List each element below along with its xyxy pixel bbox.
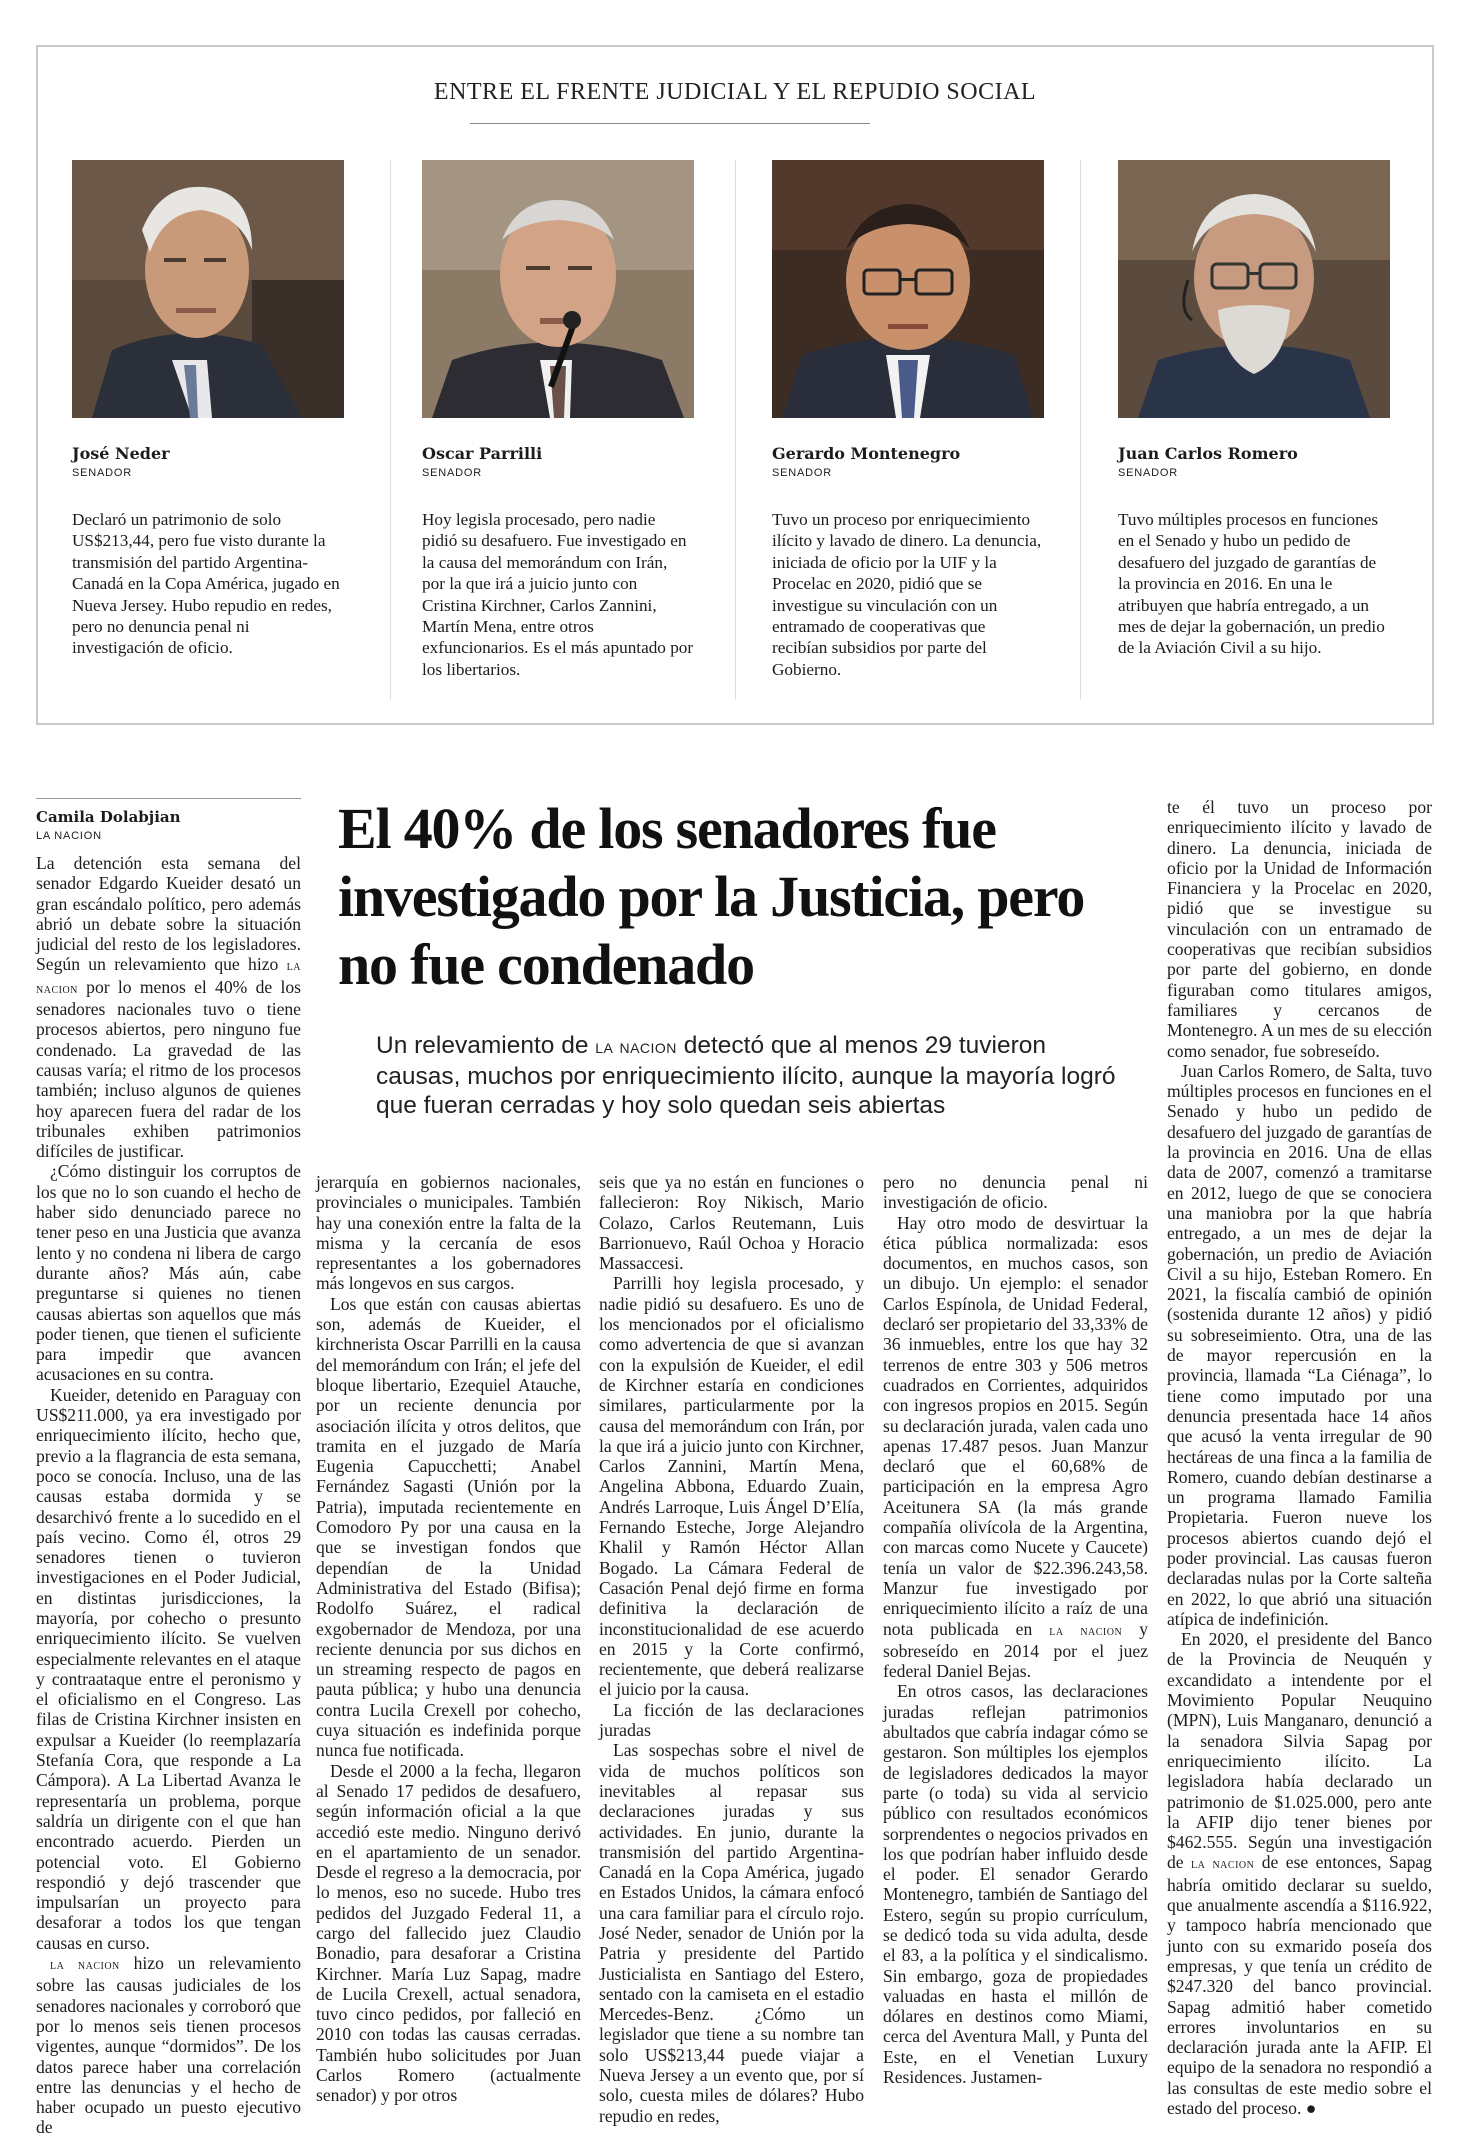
photo-oscar-parrilli — [422, 160, 694, 418]
deck-text-a: Un relevamiento de — [376, 1032, 596, 1059]
byline-outlet: LA NACION — [36, 830, 102, 842]
paragraph: la nacion hizo un relevamiento sobre las causas judiciales de los senadores nacionales y corroboró que por lo menos seis tienen procesos vigentes, aunque “dormidos”. De los datos parece haber una correlación entre las denuncias y el hecho de haber ocupado un puesto ejecutivo de — [36, 1953, 301, 2138]
subheading: La ficción de las declaraciones juradas — [599, 1699, 864, 1741]
profile-name: José Neder — [72, 444, 170, 463]
paragraph: seis que ya no están en funciones o fallecieron: Roy Nikisch, Mario Colazo, Carlos Reutemann, Luis Barrionuevo, Raúl Ochoa y Horacio Massaccesi. — [599, 1172, 864, 1274]
profile-name: Gerardo Montenegro — [772, 444, 961, 463]
article-column-5 — [1167, 797, 1432, 2118]
column-divider — [1080, 160, 1081, 700]
paragraph: La detención esta semana del senador Edgardo Kueider desató un gran escándalo político, pero además abrió un debate sobre la situación judicial del resto de los legisladores. Según un relevamiento que hizo la nacion por lo menos el 40% de los senadores nacionales tuvo o tiene procesos abiertos, pero ninguno fue condenado. La gravedad de las causas varía; el ritmo de los procesos también; incluso algunos de quienes hoy aparecen fuera del radar de los tribunales exhiben patrimonios difíciles de justificar. — [36, 853, 301, 1162]
deck-text-b: detectó que al menos 29 tuvieron causas, muchos por enriquecimiento ilícito, aunque la mayoría logró que fueran cerradas y hoy solo quedan seis abiertas — [376, 1032, 1116, 1119]
photo-gerardo-montenegro — [772, 160, 1044, 418]
profile-description: Tuvo múltiples procesos en funciones en el Senado y hubo un pedido de desafuero del juzgado de garantías de la provincia en 2016. En una le atribuyen que habría entregado, a un mes de dejar la gobernación, un predio de la Aviación Civil a su hijo. — [1118, 510, 1385, 658]
photo-jose-neder — [72, 160, 344, 418]
outlet-mention: la nacion — [1049, 1622, 1123, 1639]
profile-oscar-parrilli — [422, 160, 694, 680]
profile-role: SENADOR — [72, 467, 132, 479]
outlet-mention: la nacion — [1191, 1856, 1255, 1873]
profile-name: Oscar Parrilli — [422, 444, 543, 463]
deck — [376, 1031, 1116, 1120]
deck-outlet: la nacion — [595, 1036, 677, 1058]
column-divider — [735, 160, 736, 700]
paragraph: En otros casos, las declaraciones juradas reflejan patrimonios abultados que cabría indagar cómo se gestaron. Son múltiples los ejemplos de legisladores dedicados la mayor parte (o toda) su vida al servicio público con resultados económicos sorprendentes o negocios privados en los que podrían haber influido desde el poder. El senador Gerardo Montenegro, también de Santiago del Estero, según su propio currículum, se dedicó toda su vida adulta, desde el 83, a la política y el sindicalismo. Sin embargo, goza de propiedades valuadas en hasta el millón de dólares en destinos como Miami, cerca del Aventura Mall, y Punta del Este, en el Venetian Luxury Residences. Justamen- — [883, 1681, 1148, 2088]
paragraph: jerarquía en gobiernos nacionales, provinciales o municipales. También hay una conexión entre la falta de la misma y la cercanía de esos representantes a los gobernadores más longevos en sus cargos. — [316, 1172, 581, 1294]
byline-rule — [36, 798, 301, 799]
paragraph: te él tuvo un proceso por enriquecimiento ilícito y lavado de dinero. La denuncia, iniciada de oficio por la Unidad de Información Financiera y la Procelac en 2020, pidió que se investigue su vinculación con un entramado de cooperativas que recibían subsidios por parte del gobierno, en donde figuraban como titulares amigos, familiares y cercanos de Montenegro. A un mes de su elección como senador, fue sobreseído. — [1167, 797, 1432, 1061]
paragraph: Desde el 2000 a la fecha, llegaron al Senado 17 pedidos de desafuero, según información oficial a la que accedió este medio. Ninguno derivó en el apartamiento de un senador. Desde el regreso a la democracia, por lo menos, eso no sucede. Hubo tres pedidos del Juzgado Federal 11, a cargo del fallecido juez Claudio Bonadio, para desaforar a Cristina Kirchner. María Luz Sapag, madre de Lucila Crexell, actual senadora, tuvo cinco pedidos, por falleció en 2010 con todas las causas cerradas. También hubo solicitudes por Juan Carlos Romero (actualmente senador) y por otros — [316, 1760, 581, 2106]
profile-description: Declaró un patrimonio de solo US$213,44, pero fue visto durante la transmisión del partido Argentina-Canadá en la Copa América, jugado en Nueva Jersey. Hubo repudio en redes, pero no denuncia penal ni investigación de oficio. — [72, 510, 340, 658]
paragraph: ¿Cómo distinguir los corruptos de los que no lo son cuando el hecho de haber sido denunciado parece no tener peso en una Justicia que avanza lento y no condena ni libera de cargo durante años? Más aún, cabe preguntarse si quienes no tienen causas abiertas son aquellos que más poder tienen, que tienen el suficiente para impedir que avancen acusaciones en su contra. — [36, 1161, 301, 1385]
profile-role: SENADOR — [1118, 467, 1178, 479]
profile-jose-neder — [72, 160, 344, 659]
article-column-4 — [883, 1172, 1148, 2112]
profile-name: Juan Carlos Romero — [1118, 444, 1298, 463]
article-column-3 — [599, 1172, 864, 2126]
paragraph: Juan Carlos Romero, de Salta, tuvo múltiples procesos en funciones en el Senado y hubo un pedido de desafuero del juzgado de garantías de la provincia en 2016. Una de ellas data de 2007, comenzó a tramitarse en 2012, luego de que se conociera una maniobra por la que habría entregado, a un mes de dejar la gobernación, un predio de Aviación Civil a su hijo, Esteban Romero. En 2021, la fiscalía cambió de opinión (sostenida durante 12 años) y pidió su sobreseimiento. Otra, una de las de mayor repercusión en la provincia, llamada “La Ciénaga”, lo tiene como imputado por una denuncia presentada hace 14 años que acusó la venta irregular de 90 hectáreas de una finca a la familia de Romero, cuando debían destinarse a un programa llamado Familia Propietaria. Fueron nueve los procesos abiertos cuando dejó el poder provincial. Las causas fueron declaradas nulas por la Corte salteña en 2022, lo que abrió una situación atípica de indefinición. — [1167, 1060, 1432, 1629]
paragraph: Los que están con causas abiertas son, además de Kueider, el kirchnerista Oscar Parrilli en la causa del memorándum con Irán; el jefe del bloque libertario, Ezequiel Atauche, por un reciente denuncia por asociación ilícita y otros delitos, que tramita en el juzgado de María Eugenia Capucchetti; Anabel Fernández Sagasti (Unión por la Patria), imputada recientemente en Comodoro Py por una causa en la que se investigan fondos que dependían de la Unidad Administrativa del Estado (Bifisa); Rodolfo Suárez, el radical exgobernador de Mendoza, por una reciente denuncia por sus dichos en un streaming respecto de pagos en pauta pública; y hubo una denuncia contra Lucila Crexell por cohecho, cuya situación es indefinida porque nunca fue notificada. — [316, 1293, 581, 1761]
headline: El 40% de los senadores fue investigado por la Justicia, pero no fue condenado — [338, 796, 1085, 997]
profile-juan-carlos-romero — [1118, 160, 1390, 659]
profile-description: Tuvo un proceso por enriquecimiento ilícito y lavado de dinero. La denuncia, iniciada de oficio por la UIF y la Procelac en 2020, pidió que se investigue su vinculación con un entramado de cooperativas que recibían subsidios por parte del Gobierno. — [772, 510, 1042, 679]
article-column-2 — [316, 1172, 581, 2112]
column-divider — [390, 160, 391, 700]
outlet-mention: la nacion — [36, 958, 301, 997]
profile-role: SENADOR — [772, 467, 832, 479]
paragraph: Las sospechas sobre el nivel de vida de muchos políticos son inevitables al repasar sus declaraciones juradas y sus actividades. En junio, durante la transmisión del partido Argentina-Canadá en la Copa América, jugado en Estados Unidos, la cámara enfocó una cara familiar para el círculo rojo. José Neder, senador de Unión por la Patria y presidente del Partido Justicialista en Santiago del Estero, sentado con la camiseta en el estadio Mercedes-Benz. ¿Cómo un legislador que tiene a su nombre tan solo US$213,44 puede viajar a Nueva Jersey a un evento que, por sí solo, cuesta miles de dólares? Hubo repudio en redes, — [599, 1740, 864, 2126]
photo-juan-carlos-romero — [1118, 160, 1390, 418]
article-column-1 — [36, 853, 301, 2138]
paragraph: pero no denuncia penal ni investigación de oficio. — [883, 1172, 1148, 1213]
profile-gerardo-montenegro — [772, 160, 1044, 680]
paragraph: Kueider, detenido en Paraguay con US$211.000, ya era investigado por enriquecimiento ilícito, hecho que, previo a la flagrancia de esta semana, poco se conocía. Incluso, una de las causas estaba dormida y se desarchivó frente a lo sucedido en el país vecino. Como él, otros 29 senadores tienen o tuvieron investigaciones en el Poder Judicial, en distintas jurisdicciones, la mayoría, por cohecho o presunto enriquecimiento ilícito. Se vuelven especialmente relevantes en el ataque y contraataque entre el peronismo y el oficialismo en el Congreso. Las filas de Cristina Kirchner insisten en expulsar a Kueider (lo reemplazaría Stefanía Cora, que responde a La Cámpora). A La Libertad Avanza le representaría un problema, porque saldría un dirigente con el que han encontrado acuerdo. Pierden un potencial voto. El Gobierno respondió y dejó trascender que impulsarían un proyecto para desaforar a todos los que tengan causas en curso. — [36, 1384, 301, 1953]
profile-description: Hoy legisla procesado, pero nadie pidió su desafuero. Fue investigado en la causa del memorándum con Irán, por la que irá a juicio junto con Cristina Kirchner, Carlos Zannini, Martín Mena, entre otros exfuncionarios. Es el más apuntado por los libertarios. — [422, 510, 694, 679]
box-title: ENTRE EL FRENTE JUDICIAL Y EL REPUDIO SOCIAL — [433, 79, 1037, 105]
outlet-mention: la nacion — [50, 1957, 120, 1974]
paragraph: Hay otro modo de desvirtuar la ética pública normalizada: esos documentos, en muchos casos, son un dibujo. Un ejemplo: el senador Carlos Espínola, de Unidad Federal, declaró ser propietario del 33,33% de 36 inmuebles, entre los que hay 32 terrenos de entre 303 y 506 metros cuadrados en Corrientes, adquiridos con ingresos propios en 2015. Según su declaración jurada, valen cada uno apenas 17.487 pesos. Juan Manzur declaró que el 60,68% de participación en la empresa Agro Aceitunera SA (la más grande compañía olivícola de la Argentina, con marcas como Nucete y Caucete) tenía un valor de $22.396.243,58. Manzur fue investigado por enriquecimiento ilícito a raíz de una nota publicada en la nacion y sobreseído en 2014 por el juez federal Daniel Bejas. — [883, 1212, 1148, 1682]
paragraph: Parrilli hoy legisla procesado, y nadie pidió su desafuero. Es uno de los mencionados por el oficialismo como advertencia de que si avanzan con la expulsión de Kueider, el edil de Kirchner estaría en condiciones similares, particularmente por la causa del memorándum con Irán, por la que irá a juicio junto con Kirchner, Carlos Zannini, Martín Mena, Angelina Abbona, Eduardo Zuain, Andrés Larroque, Luis Ángel D’Elía, Fernando Esteche, Jorge Alejandro Khalil y Ramón Héctor Allan Bogado. La Cámara Federal de Casación Penal dejó firme en forma definitiva la declaración de inconstitucionalidad de ese acuerdo en 2015 y la Corte confirmó, recientemente, que deberá realizarse el juicio por la causa. — [599, 1273, 864, 1700]
profile-role: SENADOR — [422, 467, 482, 479]
box-title-rule — [470, 123, 870, 124]
paragraph: En 2020, el presidente del Banco de la Provincia de Neuquén y excandidato a intendente por el Movimiento Popular Neuquino (MPN), Luis Manganaro, denunció a la senadora Silvia Sapag por enriquecimiento ilícito. La legisladora había declarado un patrimonio de $1.025.000, pero ante la AFIP dijo tener bienes por $462.555. Según una investigación de la nacion de ese entonces, Sapag habría omitido declarar su sueldo, que anualmente ascendía a $116.922, y tampoco habría mencionado que junto con su exmarido poseía dos empresas, y que tenía un crédito de $247.320 del banco provincial. Sapag admitió haber cometido errores involuntarios en su declaración jurada ante la AFIP. El equipo de la senadora no respondió a las consultas de este medio sobre el estado del proceso. ● — [1167, 1629, 1432, 2118]
byline: Camila Dolabjian — [36, 808, 181, 826]
